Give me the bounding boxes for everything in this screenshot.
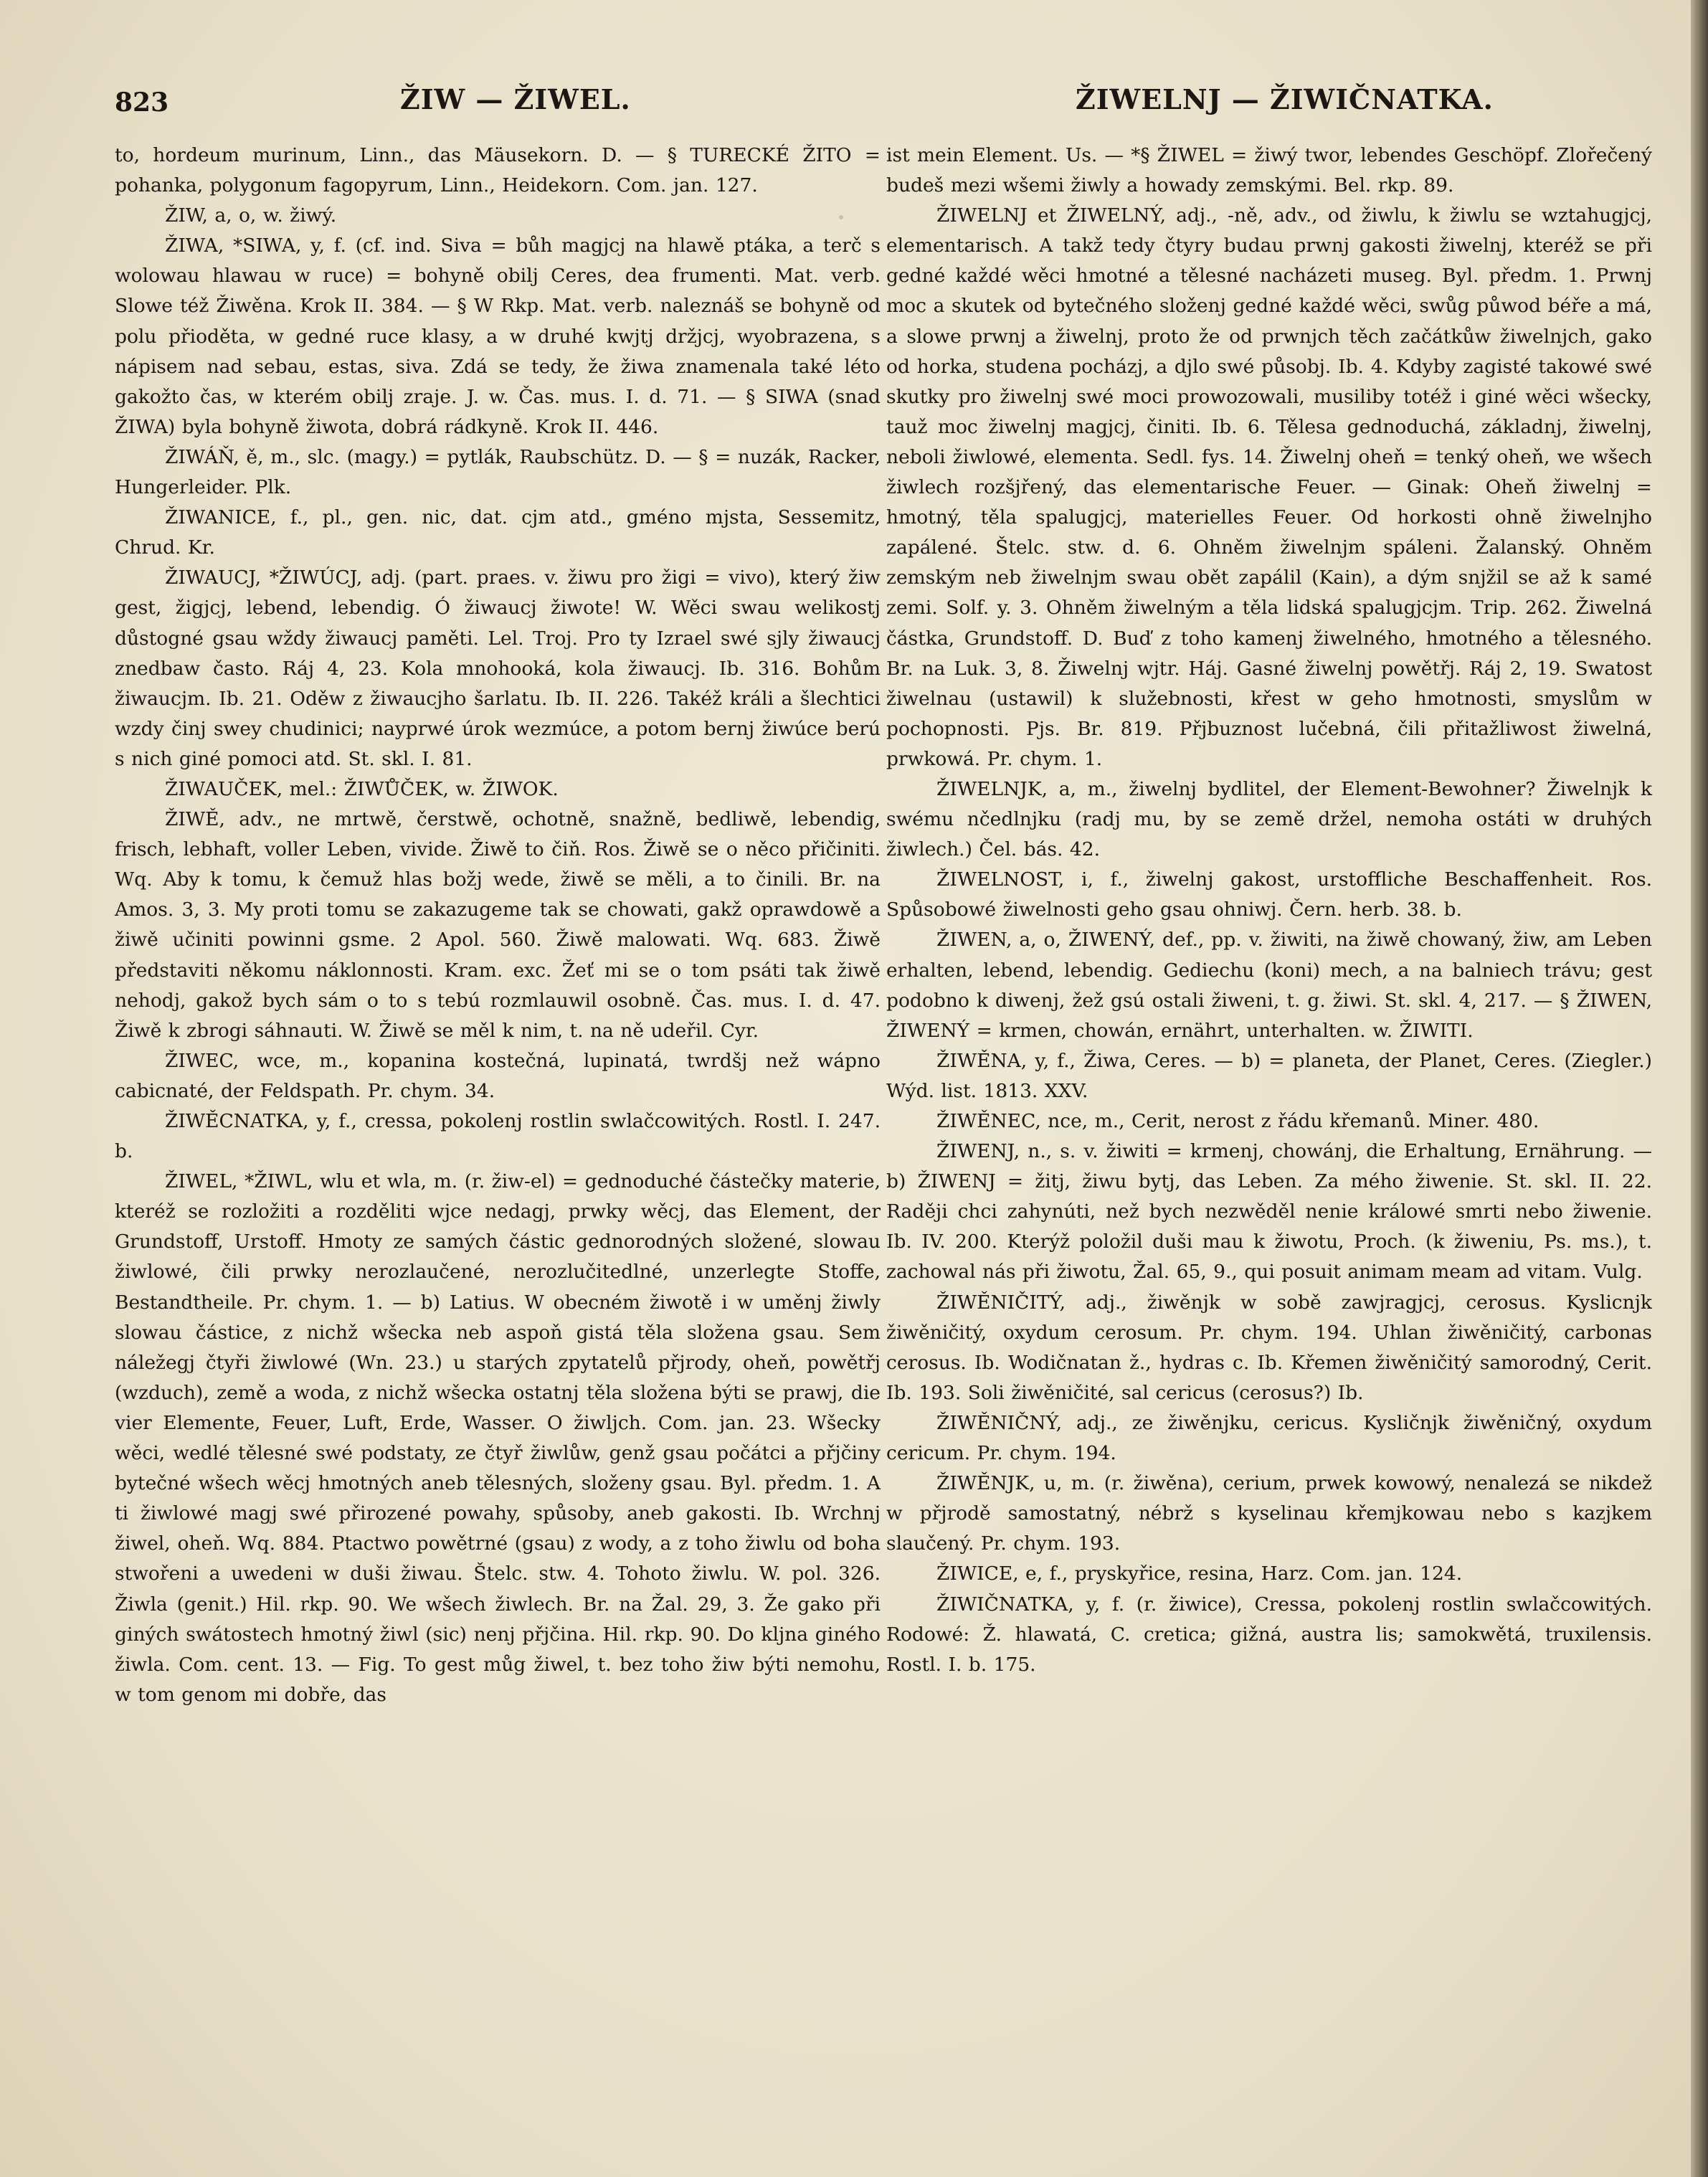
entry-ziwanice: ŽIWANICE, f., pl., gen. nic, dat. cjm atd., gméno mjsta, Sessemitz, Chrud. Kr. <box>115 506 881 559</box>
entry-ziwelnj: ŽIWELNJ et ŽIWELNÝ, adj., -ně, adv., od žiwlu, k žiwlu se wztahugjcj, elementarisch. A takž tedy čtyry budau prwnj gakosti žiwelnj, kteréž se při gedné každé wěci hmotné a tělesné nacházeti museg. Byl. předm. 1. Prwnj moc a skutek od bytečného složenj gedné každé wěci, swůg půwod béře a má, a slowe prwnj a žiwelnj, proto že od prwnjch těch začátkůw žiwelnjch, gako od horka, studena pocházj, a djlo swé působj. Ib. 4. Kdyby zagisté takowé swé skutky pro žiwelnj swé moci prowozowali, musiliby totéž i giné wěci wšecky, tauž moc žiwelnj magjcj, činiti. Ib. 6. Tělesa gednoduchá, základnj, žiwelnj, neboli žiwlowé, elementa. Sedl. fys. 14. Žiwelnj oheň = tenký oheň, we wšech žiwlech rozšjřený, das elementarische Feuer. — Ginak: Oheň žiwelnj = hmotný, těla spalugjcj, materielles Feuer. Od horkosti ohně žiwelnjho zapálené. Štelc. stw. d. 6. Ohněm žiwelnjm spáleni. Žalanský. Ohněm zemským neb žiwelnjm swau obět zapálil (Kain), a dým snjžil se až k samé zemi. Solf. y. 3. Ohněm žiwelným a těla lidská spalugjcjm. Trip. 262. Žiwelná částka, Grundstoff. D. Buď z toho kamenj žiwelného, hmotného a tělesného. Br. na Luk. 3, 8. Žiwelnj wjtr. Háj. Gasné žiwelnj powětřj. Ráj 2, 19. Swatost žiwelnau (ustawil) k služebnosti, křest w geho hmotnosti, smyslům w pochopnosti. Pjs. Br. 819. Přjbuznost lučebná, čili přitažliwost žiwelná, prwkowá. Pr. chym. 1. <box>886 204 1652 770</box>
right-column <box>886 141 1652 1680</box>
entry-ziwec: ŽIWEC, wce, m., kopanina kostečná, lupinatá, twrdšj než wápno cabicnaté, der Feldspath. Pr. chym. 34. <box>115 1049 881 1102</box>
entry-ziwa: ŽIWA, *SIWA, y, f. (cf. ind. Siva = bůh magjcj na hlawě ptáka, a terč s wolowau hlawau w ruce) = bohyně obilj Ceres, dea frumenti. Mat. verb. Slowe též Žiwěna. Krok II. 384. — § W Rkp. Mat. verb. naleznáš se bohyně od polu přioděta, w gedné ruce klasy, a w druhé kwjtj držjcj, wyobrazena, s nápisem nad sebau, estas, siva. Zdá se tedy, že žiwa znamenala také léto gakožto čas, w kterém obilj zraje. J. w. Čas. mus. I. d. 71. — § SIWA (snad ŽIWA) byla bohyně žiwota, dobrá rádkyně. Krok II. 446. <box>115 234 881 438</box>
entry-continuation: ist mein Element. Us. — *§ ŽIWEL = žiwý twor, lebendes Geschöpf. Zlořečený budeš mezi wšemi žiwly a howady zemskými. Bel. rkp. 89. <box>886 144 1652 197</box>
entry-ziwena: ŽIWĚNA, y, f., Žiwa, Ceres. — b) = planeta, der Planet, Ceres. (Ziegler.) Wýd. list. 1813. XXV. <box>886 1049 1652 1102</box>
entry-continuation: to, hordeum murinum, Linn., das Mäusekorn. D. — § TURECKÉ ŽITO = pohanka, polygonum fagopyrum, Linn., Heidekorn. Com. jan. 127. <box>115 144 881 197</box>
entry-ziwicnatka: ŽIWIČNATKA, y, f. (r. žiwice), Cressa, pokolenj rostlin swlačcowitých. Rodowé: Ž. hlawatá, C. cretica; gižná, austra lis; samokwětá, truxilensis. Rostl. I. b. 175. <box>886 1593 1652 1676</box>
entry-ziwaucj: ŽIWAUCJ, *ŽIWÚCJ, adj. (part. praes. v. žiwu pro žigi = vivo), který žiw gest, žigjcj, lebend, lebendig. Ó žiwaucj žiwote! W. Wěci swau welikostj důstogné gsau wždy žiwaucj paměti. Lel. Troj. Pro ty Izrael swé sjly žiwaucj znedbaw často. Ráj 4, 23. Kola mnohooká, kola žiwaucj. Ib. 316. Bohům žiwaucjm. Ib. 21. Oděw z žiwaucjho šarlatu. Ib. II. 226. Takéž králi a šlechtici wzdy činj swey chudinici; nayprwé úrok wezmúce, a potom bernj žiwúce berú s nich giné pomoci atd. St. skl. I. 81. <box>115 566 881 770</box>
entry-ziwenec: ŽIWĚNEC, nce, m., Cerit, nerost z řádu křemanů. Miner. 480. <box>936 1110 1539 1132</box>
entry-ziw: ŽIW, a, o, w. žiwý. <box>165 204 337 227</box>
book-spine-edge <box>1691 0 1708 2177</box>
entry-ziwel: ŽIWEL, *ŽIWL, wlu et wla, m. (r. žiw-el) = gednoduché částečky materie, kteréž se rozložiti a rozděliti wjce nedagj, prwky wěcj, das Element, der Grundstoff, Urstoff. Hmoty ze samých částic gednorodných složené, slowau žiwlowé, čili prwky nerozlaučené, nerozlučitedlné, unzerlegte Stoffe, Bestandtheile. Pr. chym. 1. — b) Latius. W obecném žiwotě i w uměnj žiwly slowau částice, z nichž wšecka neb aspoň gistá těla složena gsau. Sem náležegj čtyři žiwlowé (Wn. 23.) u starých zpytatelů přjrody, oheň, powětřj (wzduch), země a woda, z nichž wšecka ostatnj těla složena býti se prawj, die vier Elemente, Feuer, Luft, Erde, Wasser. O žiwljch. Com. jan. 23. Wšecky wěci, wedlé tělesné swé podstaty, ze čtyř žiwlůw, genž gsau počátci a přjčiny bytečné wšech wěcj hmotných aneb tělesných, složeny gsau. Byl. předm. 1. A ti žiwlowé magj swé přirozené powahy, spůsoby, aneb gakosti. Ib. Wrchnj žiwel, oheň. Wq. 884. Ptactwo powětrné (gsau) z wody, a z toho žiwlu od boha stwořeni a uwedeni w duši žiwau. Štelc. stw. 4. Tohoto žiwlu. W. pol. 326. Žiwla (genit.) Hil. rkp. 90. We wšech žiwlech. Br. na Žal. 29, 3. Že gako při giných swátostech hmotný žiwl (sic) nenj přjčina. Hil. rkp. 90. Do kljna giného žiwla. Com. cent. 13. — Fig. To gest můg žiwel, t. bez toho žiw býti nemohu, w tom genom mi dobře, das <box>115 1170 881 1706</box>
entry-ziwenjk: ŽIWĚNJK, u, m. (r. žiwěna), cerium, prwek kowowý, nenalezá se nikdež w přjrodě samostatný, nébrž s kyselinau křemjkowau nebo s kazjkem slaučený. Pr. chym. 193. <box>886 1472 1652 1555</box>
running-head-right: ŽIWELNJ — ŽIWIČNATKA. <box>1076 83 1494 115</box>
entry-ziwen: ŽIWEN, a, o, ŽIWENÝ, def., pp. v. žiwiti, na žiwě chowaný, žiw, am Leben erhalten, lebend, lebendig. Gediechu (koni) mech, a na balniech trávu; gest podobno k diwenj, žež gsú ostali žiweni, t. g. žiwi. St. skl. 4, 217. — § ŽIWEN, ŽIWENÝ = krmen, chowán, ernährt, unterhalten. w. ŽIWITI. <box>886 929 1652 1042</box>
left-column <box>115 141 881 1710</box>
entry-ziwecnatka: ŽIWĚCNATKA, y, f., cressa, pokolenj rostlin swlačcowitých. Rostl. I. 247. b. <box>115 1110 881 1163</box>
entry-ziwelnost: ŽIWELNOST, i, f., žiwelnj gakost, urstoffliche Beschaffenheit. Ros. Spůsobowé žiwelnosti geho gsau ohniwj. Čern. herb. 38. b. <box>886 868 1652 921</box>
entry-ziwenicity: ŽIWĚNIČITÝ, adj., žiwěnjk w sobě zawjragjcj, cerosus. Kyslicnjk žiwěničitý, oxydum cerosum. Pr. chym. 194. Uhlan žiwěničitý, carbonas cerosus. Ib. Wodičnatan ž., hydras c. Ib. Křemen žiwěničitý samorodný, Cerit. Ib. 193. Soli žiwěničité, sal cericus (cerosus?) Ib. <box>886 1291 1652 1404</box>
entry-ziwelnjk: ŽIWELNJK, a, m., žiwelnj bydlitel, der Element-Bewohner? Žiwelnjk k swému nčedlnjku (radj mu, by se země držel, nemoha ostáti w druhých žiwlech.) Čel. bás. 42. <box>886 777 1652 861</box>
entry-ziwan: ŽIWÁŇ, ě, m., slc. (magy.) = pytlák, Raubschütz. D. — § = nuzák, Racker, Hungerleider. Plk. <box>115 445 881 499</box>
entry-ziwenicny: ŽIWĚNIČNÝ, adj., ze žiwěnjku, cericus. Kysličnjk žiwěničný, oxydum cericum. Pr. chym. 194. <box>886 1411 1652 1465</box>
entry-ziwaucek: ŽIWAUČEK, mel.: ŽIWŮČEK, w. ŽIWOK. <box>165 777 559 800</box>
running-head-left: ŽIW — ŽIWEL. <box>400 83 631 115</box>
page-number: 823 <box>115 87 169 118</box>
entry-ziwenj: ŽIWENJ, n., s. v. žiwiti = krmenj, chowánj, die Erhaltung, Ernährung. — b) ŽIWENJ = žitj, žiwu bytj, das Leben. Za mého žiwenie. St. skl. II. 22. Raději chci zahynúti, než bych nezwěděl nenie králowé smrti nebo žiwenie. Ib. IV. 200. Kterýž položil duši mau k žiwotu, Proch. (k žiweniu, Ps. ms.), t. zachowal nás při žiwotu, Žal. 65, 9., qui posuit animam meam ad vitam. Vulg. <box>886 1140 1652 1284</box>
entry-ziwice: ŽIWICE, e, f., pryskyřice, resina, Harz. Com. jan. 124. <box>936 1562 1463 1585</box>
entry-ziwe: ŽIWĚ, adv., ne mrtwě, čerstwě, ochotně, snažně, bedliwě, lebendig, frisch, lebhaft, voller Leben, vivide. Žiwě to čiň. Ros. Žiwě se o něco přičiniti. Wq. Aby k tomu, k čemuž hlas božj wede, žiwě se měli, a to činili. Br. na Amos. 3, 3. My proti tomu se zakazugeme tak se chowati, gakž oprawdowě a žiwě učiniti powinni gsme. 2 Apol. 560. Žiwě malowati. Wq. 683. Žiwě představiti někomu náklonnosti. Kram. exc. Žeť mi se o tom psáti tak žiwě nehodj, gakož bych sám o to s tebú rozmlauwil osobně. Čas. mus. I. d. 47. Žiwě k zbrogi sáhnauti. W. Žiwě se měl k nim, t. na ně udeřil. Cyr. <box>115 808 881 1042</box>
